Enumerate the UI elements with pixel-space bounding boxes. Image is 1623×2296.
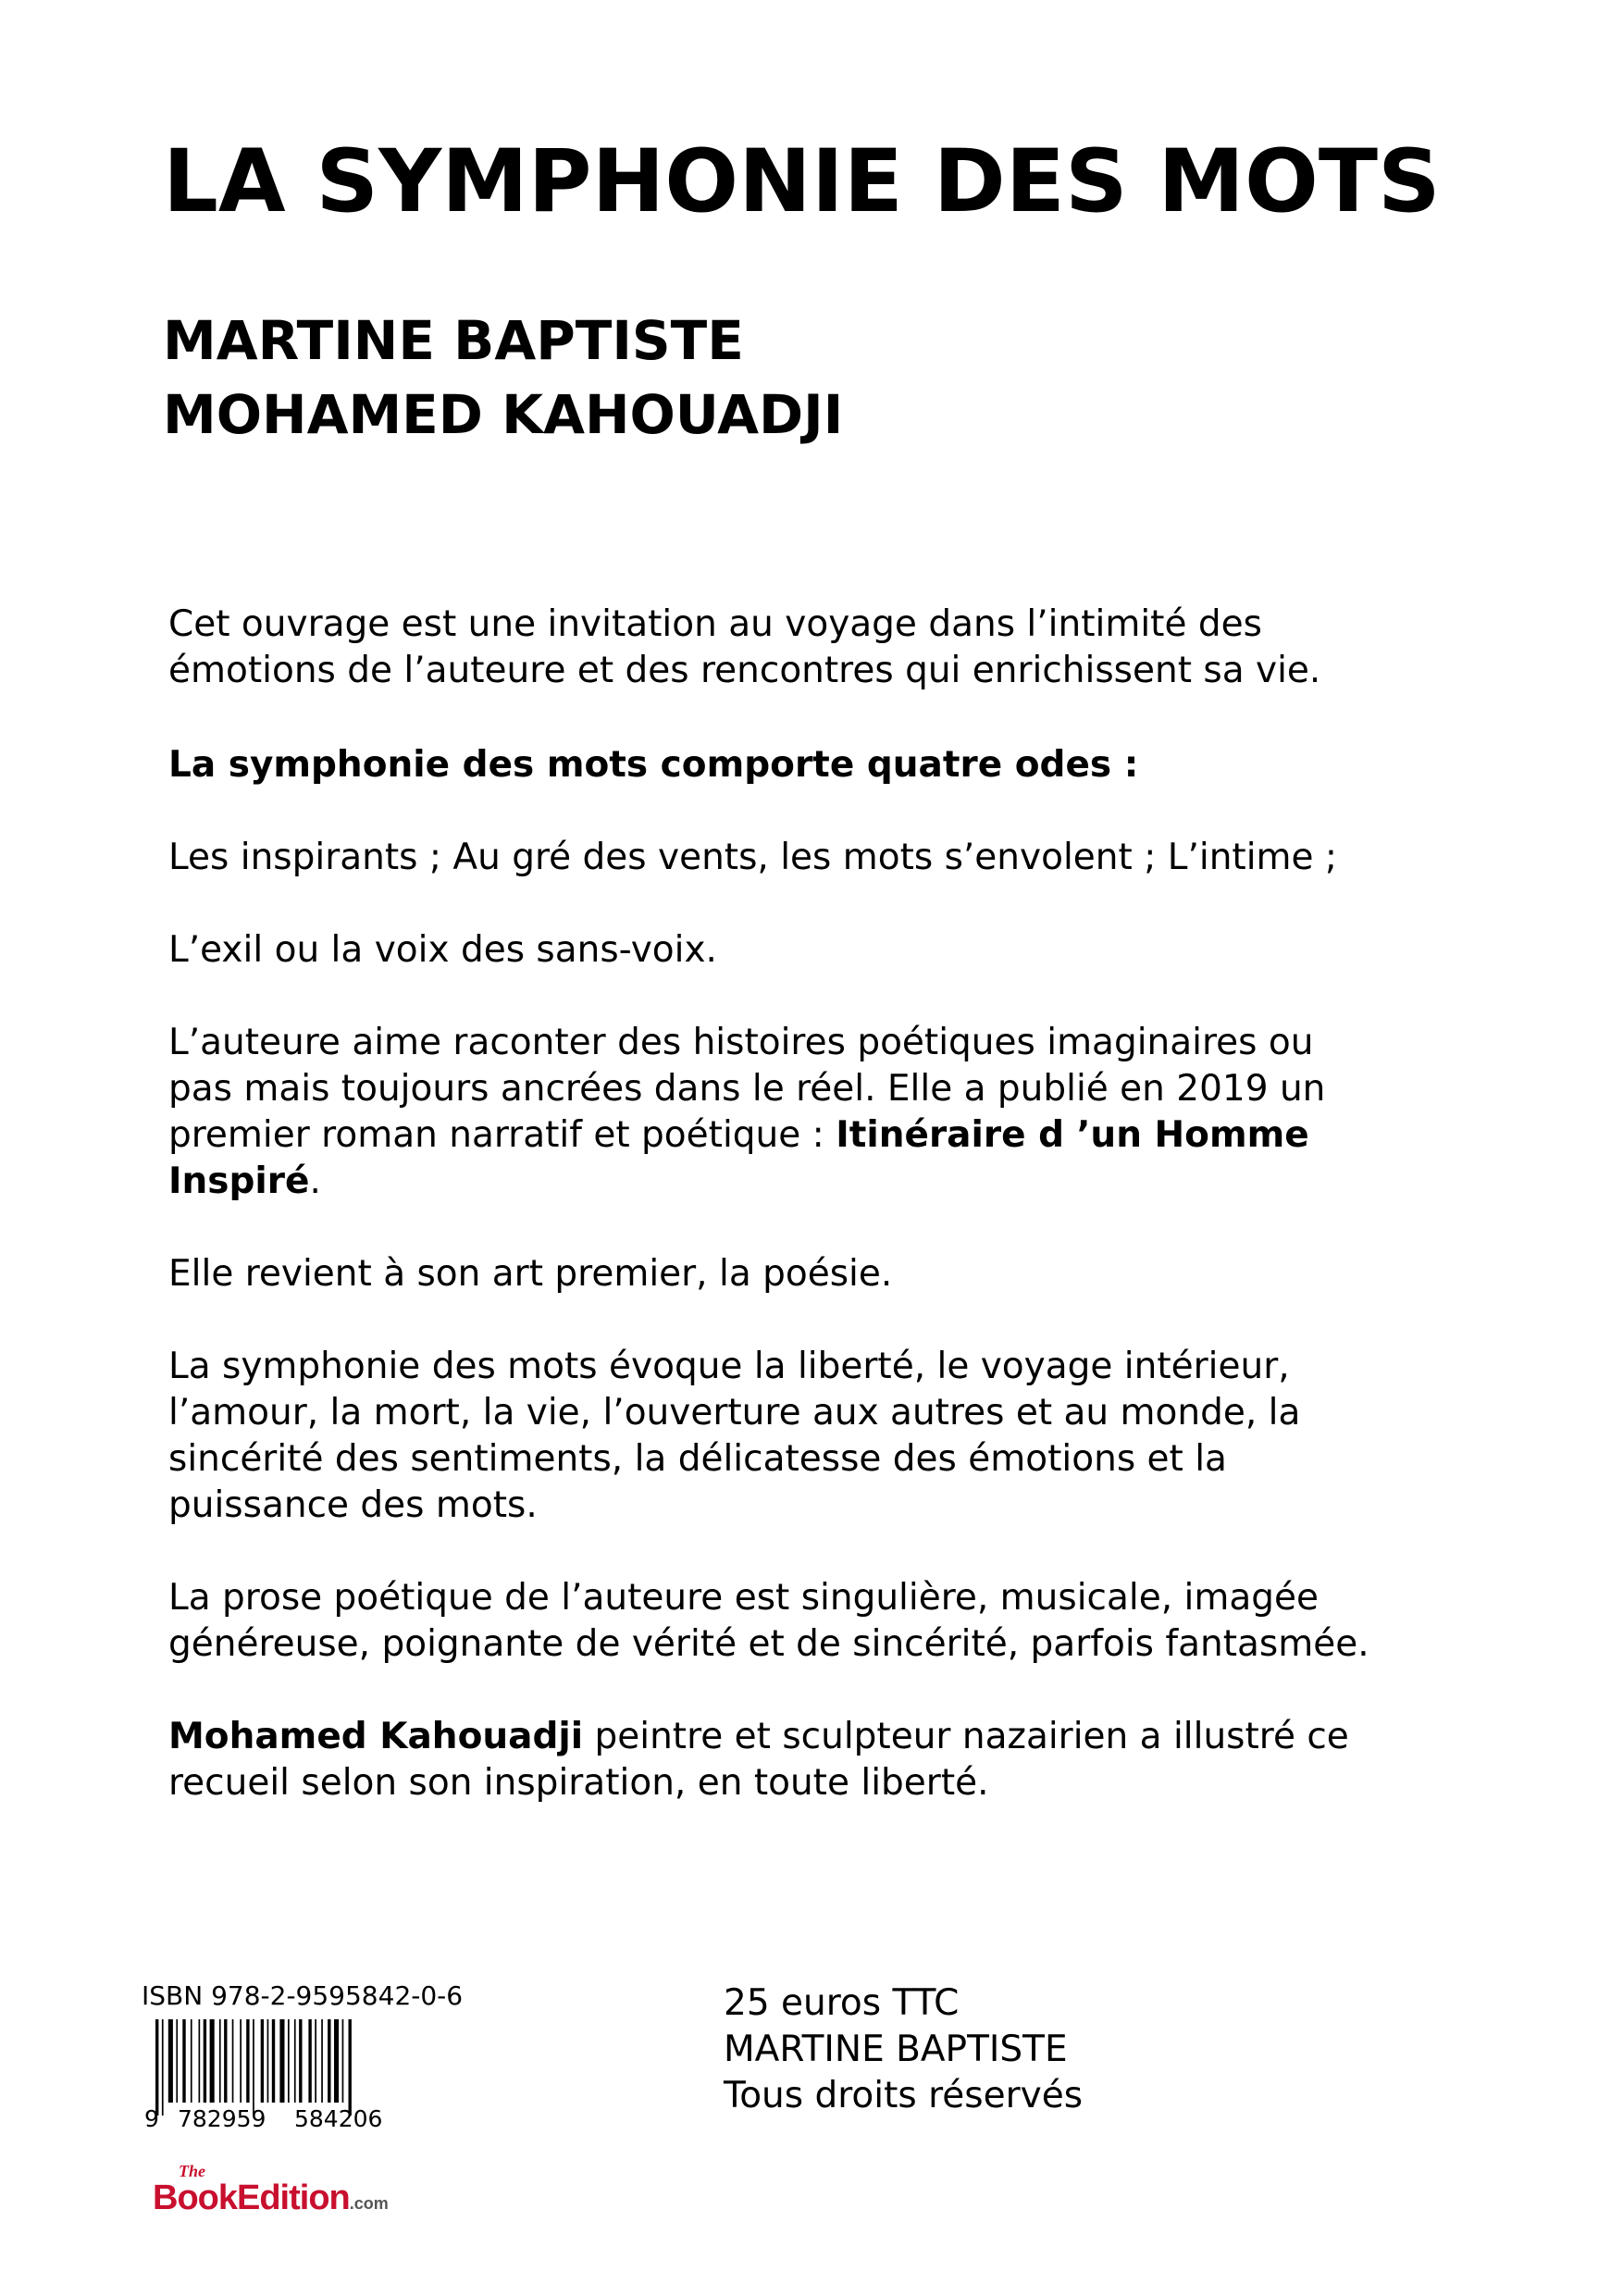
blurb-paragraph: Elle revient à son art premier, la poésie. — [168, 1253, 893, 1295]
book-title: LA SYMPHONIE DES MOTS — [163, 131, 1441, 232]
blurb-paragraph: Mohamed Kahouadji peintre et sculpteur nazairien a illustré ce recueil selon son inspiration, en toute liberté. — [168, 1716, 1349, 1804]
barcode-bar — [267, 2019, 269, 2103]
barcode-bar — [199, 2019, 201, 2103]
blurb-paragraph: L’exil ou la voix des sans-voix. — [168, 929, 717, 971]
barcode-bar — [321, 2019, 323, 2103]
barcode-bar — [240, 2019, 242, 2103]
previous-book-title-end: Inspiré — [168, 1160, 310, 1202]
barcode-digit-prefix: 9 — [144, 2105, 159, 2132]
price: 25 euros TTC — [724, 1982, 960, 2024]
barcode-bar — [261, 2019, 264, 2103]
barcode-bar — [253, 2019, 254, 2116]
barcode-bar — [349, 2019, 352, 2116]
blurb-heading: La symphonie des mots comporte quatre odes : — [168, 744, 1139, 786]
barcode-digit-group: 584206 — [294, 2105, 383, 2132]
barcode-bar — [210, 2019, 215, 2103]
isbn-label: ISBN 978-2-9595842-0-6 — [142, 1980, 464, 2011]
illustrator-name: Mohamed Kahouadji — [168, 1716, 584, 1757]
barcode-bar — [232, 2019, 234, 2103]
barcode-digits — [144, 2105, 382, 2132]
barcode-bar — [272, 2019, 275, 2103]
blurb-paragraph: Cet ouvrage est une invitation au voyage dans l’intimité des émotions de l’auteure et des rencontres qui enrichissent sa vie. — [168, 603, 1321, 691]
barcode-bar — [288, 2019, 290, 2103]
logo-brand: BookEdition.com — [153, 2178, 389, 2217]
barcode-bar — [279, 2019, 284, 2103]
barcode-bar — [191, 2019, 192, 2103]
barcode-bar — [334, 2019, 339, 2103]
price-and-rights — [724, 1980, 1083, 2119]
barcode-bar — [315, 2019, 316, 2103]
barcode-bar — [342, 2019, 344, 2103]
rights-notice: Tous droits réservés — [724, 2075, 1084, 2116]
barcode-bar — [294, 2019, 296, 2103]
author-name: MARTINE BAPTISTE — [163, 309, 744, 372]
barcode-bar — [299, 2019, 302, 2103]
barcode-digit-group: 782959 — [178, 2105, 266, 2132]
barcode-bar — [308, 2019, 311, 2103]
barcode-bar — [168, 2019, 173, 2103]
barcode-bar — [176, 2019, 178, 2103]
barcode-bar — [204, 2019, 206, 2103]
blurb-paragraph: Les inspirants ; Au gré des vents, les mots s’envolent ; L’intime ; — [168, 837, 1338, 878]
author-list — [163, 304, 843, 452]
blurb-paragraph: La symphonie des mots évoque la liberté, le voyage intérieur, l’amour, la mort, la vie, l’ouverture aux autres et au monde, la sincérité des sentiments, la délicatesse des émotions et la puissance des mots. — [168, 1346, 1301, 1526]
blurb-paragraph: L’auteure aime raconter des histoires poétiques imaginaires ou pas mais toujours ancrées dans le réel. Elle a publié en 2019 un premier roman narratif et poétique : Itinéraire d ’un Homme Inspiré. — [168, 1022, 1326, 1202]
logo-the: The — [179, 2162, 205, 2180]
back-cover-blurb — [168, 602, 1455, 1806]
barcode-bar — [224, 2019, 227, 2103]
blurb-paragraph: La prose poétique de l’auteure est singulière, musicale, imagée généreuse, poignante de vérité et de sincérité, parfois fantasmée. — [168, 1577, 1369, 1665]
barcode-bar — [246, 2019, 249, 2103]
publisher-logo — [153, 2160, 421, 2234]
barcode-bar — [219, 2019, 221, 2103]
previous-book-title: Itinéraire d ’un Homme — [836, 1114, 1309, 1156]
barcode-bar — [182, 2019, 185, 2103]
barcode-bar — [162, 2019, 164, 2116]
author-name: MOHAMED KAHOUADJI — [163, 383, 844, 446]
rights-holder: MARTINE BAPTISTE — [724, 2029, 1068, 2070]
barcode-bar — [155, 2019, 158, 2116]
barcode-bar — [328, 2019, 330, 2103]
